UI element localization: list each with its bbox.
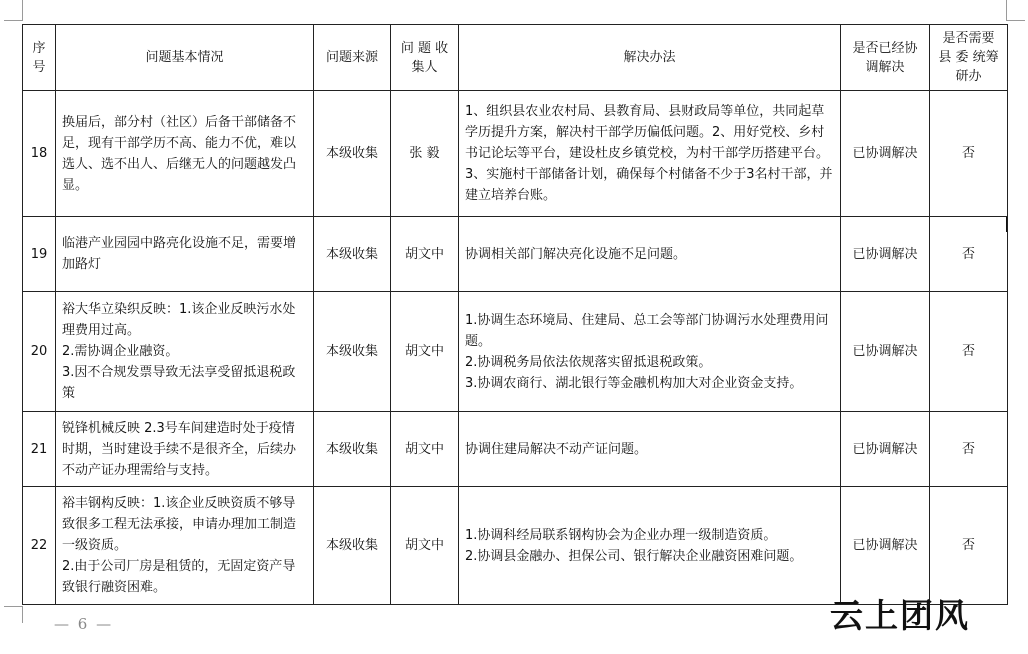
header-no: 序号 xyxy=(23,25,56,91)
row-source: 本级收集 xyxy=(314,412,391,487)
header-row xyxy=(23,25,1008,91)
row-situation xyxy=(56,487,314,605)
situation-line: 裕丰钢构反映：1.该企业反映资质不够导致很多工程无法承接，申请办理加工制造一级资质。 xyxy=(62,496,297,553)
row-situation xyxy=(56,412,314,487)
row-source: 本级收集 xyxy=(314,91,391,217)
solution-line: 1.协调生态环境局、住建局、总工会等部门协调污水处理费用问题。 xyxy=(465,312,829,349)
row-situation xyxy=(56,91,314,217)
situation-line: 换届后，部分村（社区）后备干部储备不足，现有干部学历不高、能力不优，难以选人、选不出人、后继无人的问题越发凸显。 xyxy=(62,114,297,193)
row-situation xyxy=(56,217,314,292)
row-solution xyxy=(459,487,841,605)
row-solution xyxy=(459,412,841,487)
solution-line: 2.协调县金融办、担保公司、银行解决企业融资困难问题。 xyxy=(465,548,803,564)
row-county-study: 否 xyxy=(930,487,1008,605)
solution-line: 2.协调税务局依法依规落实留抵退税政策。 xyxy=(465,354,712,370)
row-no: 22 xyxy=(23,487,56,605)
header-situation: 问题基本情况 xyxy=(56,25,314,91)
row-collector: 胡文中 xyxy=(391,412,459,487)
row-no: 19 xyxy=(23,217,56,292)
table-row xyxy=(23,487,1008,605)
table-row xyxy=(23,91,1008,217)
situation-line: 3.因不合规发票导致无法享受留抵退税政策 xyxy=(62,365,296,401)
table-row xyxy=(23,292,1008,412)
solution-line: 协调相关部门解决亮化设施不足问题。 xyxy=(465,246,687,262)
row-coordinated: 已协调解决 xyxy=(841,217,930,292)
row-solution xyxy=(459,217,841,292)
solution-line: 3.协调农商行、湖北银行等金融机构加大对企业资金支持。 xyxy=(465,375,803,391)
situation-line: 2.由于公司厂房是租赁的，无固定资产导致银行融资困难。 xyxy=(62,559,296,595)
header-coordinated: 是否已经协调解决 xyxy=(841,25,930,91)
header-source: 问题来源 xyxy=(314,25,391,91)
row-source: 本级收集 xyxy=(314,217,391,292)
situation-line: 锐锋机械反映 2.3号车间建造时处于疫情时期，当时建设手续不是很齐全，后续办不动产证办理需给与支持。 xyxy=(62,420,297,478)
row-county-study: 否 xyxy=(930,412,1008,487)
row-county-study: 否 xyxy=(930,217,1008,292)
row-solution xyxy=(459,292,841,412)
page-number: — 6 — xyxy=(54,615,114,633)
row-coordinated: 已协调解决 xyxy=(841,91,930,217)
crop-mark-bottom-left xyxy=(4,606,23,623)
row-collector: 张 毅 xyxy=(391,91,459,217)
row-collector: 胡文中 xyxy=(391,292,459,412)
situation-line: 2.需协调企业融资。 xyxy=(62,344,179,359)
table-row xyxy=(23,412,1008,487)
crop-mark-top-left xyxy=(4,0,23,21)
row-situation xyxy=(56,292,314,412)
row-coordinated: 已协调解决 xyxy=(841,292,930,412)
row-collector: 胡文中 xyxy=(391,487,459,605)
row-county-study: 否 xyxy=(930,292,1008,412)
table-row xyxy=(23,217,1008,292)
row-no: 20 xyxy=(23,292,56,412)
header-solution: 解决办法 xyxy=(459,25,841,91)
row-coordinated: 已协调解决 xyxy=(841,487,930,605)
row-county-study: 否 xyxy=(930,91,1008,217)
row-no: 21 xyxy=(23,412,56,487)
header-county-study: 是否需要 县 委 统筹研办 xyxy=(930,25,1008,91)
solution-line: 1.协调科经局联系钢构协会为企业办理一级制造资质。 xyxy=(465,527,777,543)
situation-line: 裕大华立染织反映：1.该企业反映污水处理费用过高。 xyxy=(62,302,296,338)
crop-mark-top-right xyxy=(1006,0,1025,21)
row-solution xyxy=(459,91,841,217)
row-source: 本级收集 xyxy=(314,487,391,605)
solution-line: 协调住建局解决不动产证问题。 xyxy=(465,441,648,457)
watermark-logo: 云上团风 xyxy=(830,596,970,635)
row-collector: 胡文中 xyxy=(391,217,459,292)
situation-line: 临港产业园园中路亮化设施不足，需要增加路灯 xyxy=(62,236,297,272)
issues-table xyxy=(22,24,1008,605)
row-no: 18 xyxy=(23,91,56,217)
row-coordinated: 已协调解决 xyxy=(841,412,930,487)
solution-line: 1、组织县农业农村局、县教育局、县财政局等单位，共同起草学历提升方案，解决村干部学历偏低问题。2、用好党校、乡村书记论坛等平台，建设杜皮乡镇党校，为村干部学历搭建平台。3、实施村干部储备计划，确保每个村储备不少于3名村干部，并建立培养台账。 xyxy=(465,104,833,203)
row-source: 本级收集 xyxy=(314,292,391,412)
header-collector: 问 题 收集人 xyxy=(391,25,459,91)
